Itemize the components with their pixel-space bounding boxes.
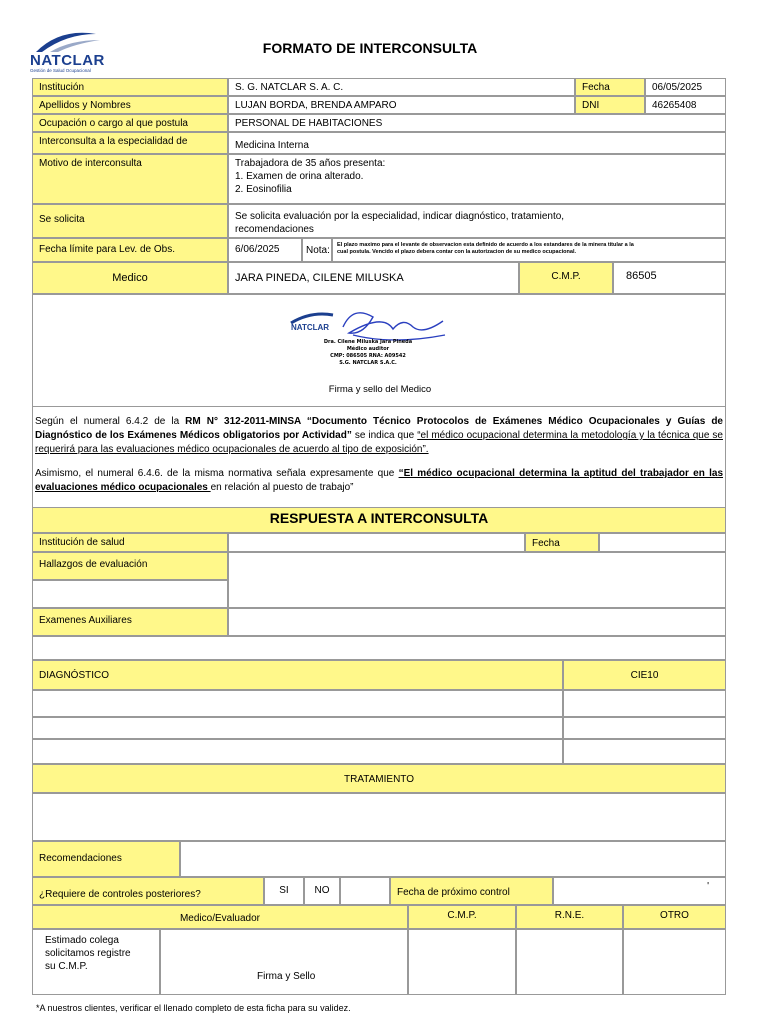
solicita-label-text: Se solicita xyxy=(39,214,85,225)
cie10-row-3[interactable] xyxy=(563,739,726,764)
motivo-line1: Trabajadora de 35 años presenta: xyxy=(235,158,386,169)
medico-value: JARA PINEDA, CILENE MILUSKA xyxy=(228,262,519,294)
legal-p1-c: se indica que xyxy=(351,430,418,441)
brand-tagline: Gestión de Salud Ocupacional xyxy=(30,68,91,73)
si-label: SI xyxy=(264,877,304,905)
eval-cmp-label: C.M.P. xyxy=(408,905,516,929)
nota-value xyxy=(332,238,726,262)
stamp-line1: Dra. Cilene Miluska Jara Pineda xyxy=(323,339,413,345)
estimado-line1: Estimado colega xyxy=(45,935,119,946)
institucion-label: Institución xyxy=(32,78,228,96)
tratamiento-label: TRATAMIENTO xyxy=(32,764,726,793)
solicita-label xyxy=(32,204,228,238)
eval-cmp-input[interactable] xyxy=(408,929,516,995)
especialidad-label: Interconsulta a la especialidad de xyxy=(32,132,228,154)
institucion-salud-label: Institución de salud xyxy=(32,533,228,552)
hallazgos-label: Hallazgos de evaluación xyxy=(32,552,228,580)
apellidos-label: Apellidos y Nombres xyxy=(32,96,228,114)
rne-label: R.N.E. xyxy=(516,905,623,929)
motivo-label: Motivo de interconsulta xyxy=(32,154,228,204)
solicita-line2: recomendaciones xyxy=(235,224,314,235)
medico-evaluador-label: Medico/Evaluador xyxy=(32,905,408,929)
estimado-line3: su C.M.P. xyxy=(45,961,88,972)
apellidos-value: LUJAN BORDA, BRENDA AMPARO xyxy=(228,96,575,114)
legal-p1-d: “el médico ocupacional determina la metodología y la técnica que se requerirá para las evaluaciones médico ocupacionales de acuerdo al tipo de exposición”. xyxy=(35,430,723,455)
controles-label: ¿Requiere de controles posteriores? xyxy=(32,877,264,905)
natclar-logo xyxy=(30,30,122,74)
nota-line1: El plazo maximo para el levante de observacion esta definido de acuerdo a los estandares de la minera titular a la xyxy=(337,242,634,248)
diagnostico-row-1[interactable] xyxy=(32,690,563,717)
recomendaciones-input[interactable] xyxy=(180,841,726,877)
nota-label: Nota: xyxy=(302,238,332,262)
legal-text xyxy=(32,407,726,507)
stamp-caption: Firma y sello del Medico xyxy=(328,384,432,395)
solicita-line1: Se solicita evaluación por la especialidad, indicar diagnóstico, tratamiento, xyxy=(235,211,565,222)
signature-stamp xyxy=(283,305,453,375)
brand-name: NATCLAR xyxy=(30,52,105,69)
recomendaciones-label: Recomendaciones xyxy=(32,841,180,877)
firma-sello-cell[interactable] xyxy=(160,929,408,995)
dni-label: DNI xyxy=(575,96,645,114)
legal-p2-a: Asimismo, el numeral 6.4.6. de la misma normativa señala expresamente que xyxy=(35,468,399,479)
examenes-label: Examenes Auxiliares xyxy=(32,608,228,636)
legal-p2-b: “El médico ocupacional determina la aptitud del trabajador en las evaluaciones médico ocupacionales xyxy=(35,468,724,493)
examenes-input[interactable] xyxy=(228,608,726,636)
solicita-value xyxy=(228,204,726,238)
diagnostico-row-2[interactable] xyxy=(32,717,563,739)
ocupacion-value: PERSONAL DE HABITACIONES xyxy=(228,114,726,132)
stamp-logo: NATCLAR xyxy=(291,323,330,332)
fecha-label: Fecha xyxy=(575,78,645,96)
examenes-extra-row[interactable] xyxy=(32,636,726,660)
signature-block xyxy=(32,294,726,407)
cmp-value: 86505 xyxy=(613,262,726,294)
fecha-limite-value: 6/06/2025 xyxy=(228,238,302,262)
legal-p1-b: RM N° 312-2011-MINSA “Documento Técnico Protocolos de Exámenes Médico Ocupacionales y Guías de Diagnóstico de los Exámenes Médicos obligatorios por Actividad” xyxy=(35,416,723,441)
estimado-cell xyxy=(32,929,160,995)
form-title: FORMATO DE INTERCONSULTA xyxy=(262,40,478,56)
cie10-label: CIE10 xyxy=(563,660,726,690)
diagnostico-row-3[interactable] xyxy=(32,739,563,764)
diagnostico-label: DIAGNÓSTICO xyxy=(32,660,563,690)
fecha-control-label: Fecha de próximo control xyxy=(390,877,553,905)
nota-line2: cual postula. Vencido el plazo debera contar con la autorizacion de su medico ocupacional. xyxy=(337,248,577,255)
response-fecha-label: Fecha xyxy=(525,533,599,552)
fecha-limite-label: Fecha límite para Lev. de Obs. xyxy=(32,238,228,262)
legal-paragraph-2 xyxy=(35,467,723,495)
cie10-row-1[interactable] xyxy=(563,690,726,717)
especialidad-text: Medicina Interna xyxy=(235,140,309,151)
ocupacion-label: Ocupación o cargo al que postula xyxy=(32,114,228,132)
otro-label: OTRO xyxy=(623,905,726,929)
especialidad-value xyxy=(228,132,726,154)
no-label: NO xyxy=(304,877,340,905)
stamp-line4: S.G. NATCLAR S.A.C. xyxy=(339,360,397,366)
controles-checkbox[interactable] xyxy=(340,877,390,905)
fecha-control-input[interactable] xyxy=(553,877,726,905)
response-title: RESPUESTA A INTERCONSULTA xyxy=(32,507,726,533)
tratamiento-input[interactable] xyxy=(32,793,726,841)
legal-p1-a: Según el numeral 6.4.2 de la xyxy=(35,416,186,427)
stamp-line3: CMP: 086505 RNA: A09542 xyxy=(330,353,406,359)
response-fecha-input[interactable] xyxy=(599,533,726,552)
fecha-value: 06/05/2025 xyxy=(645,78,726,96)
legal-p2-c: en relación al puesto de trabajo” xyxy=(210,482,354,493)
motivo-line3: 2. Eosinofilia xyxy=(235,184,292,195)
firma-sello-label: Firma y Sello xyxy=(257,971,316,982)
otro-input[interactable] xyxy=(623,929,726,995)
hallazgos-input[interactable] xyxy=(228,552,726,608)
institucion-value: S. G. NATCLAR S. A. C. xyxy=(228,78,575,96)
motivo-line2: 1. Examen de orina alterado. xyxy=(235,171,364,182)
rne-input[interactable] xyxy=(516,929,623,995)
hallazgos-spacer xyxy=(32,580,228,608)
medico-label: Medico xyxy=(32,262,228,294)
footnote: *A nuestros clientes, verificar el llenado completo de esta ficha para su validez. xyxy=(36,1003,351,1013)
tick-mark: ' xyxy=(707,881,709,892)
dni-value: 46265408 xyxy=(645,96,726,114)
legal-paragraph-1 xyxy=(35,415,723,457)
stamp-line2: Médico auditor xyxy=(346,346,390,352)
institucion-salud-input[interactable] xyxy=(228,533,525,552)
motivo-value xyxy=(228,154,726,204)
cie10-row-2[interactable] xyxy=(563,717,726,739)
cmp-label: C.M.P. xyxy=(519,262,613,294)
estimado-line2: solicitamos registre xyxy=(45,948,131,959)
